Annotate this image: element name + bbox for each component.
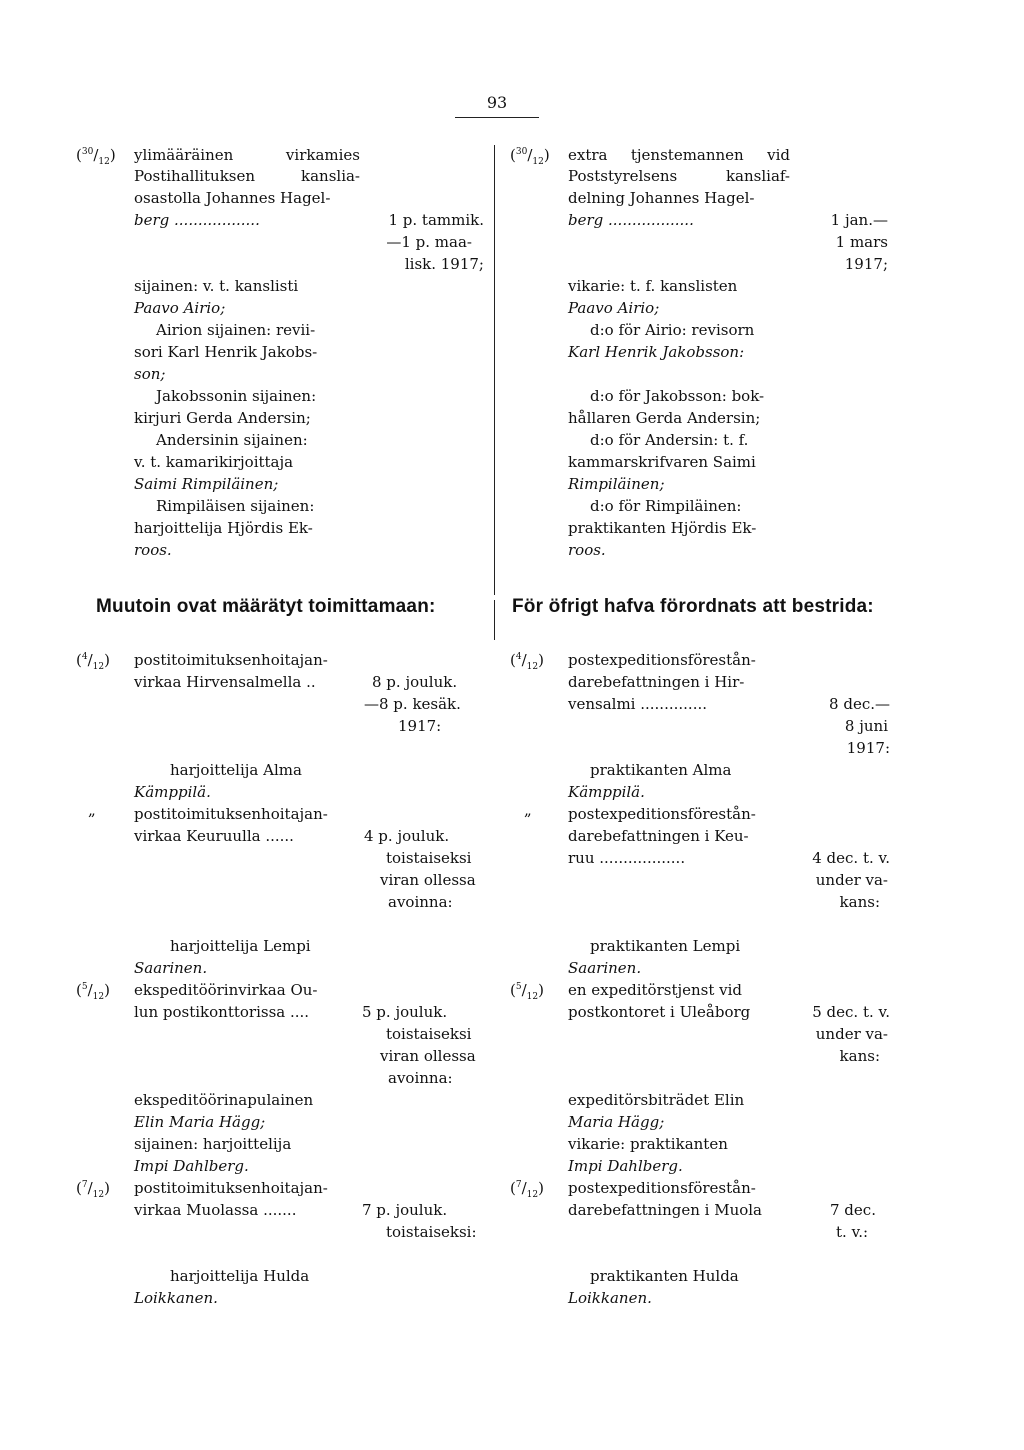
text-line: hållaren Gerda Andersin; [568,409,761,427]
text-line: extra tjenstemannen vid [568,146,790,164]
date-marker: $(^7/_{12})$ [510,1179,544,1200]
person-name: Loikkanen. [134,1289,218,1307]
left-section-heading: Muutoin ovat määrätyt toimittamaan: [96,596,436,617]
text-line: harjoittelija Lempi [170,937,311,955]
period-line: toistaiseksi [386,1025,472,1043]
period-line: 1 p. tammik. [388,211,484,229]
text-line: virkaa Muolassa ....... [134,1201,297,1219]
text-line: roos. [134,541,172,559]
person-name: Kämppilä. [134,783,211,801]
text-line: Airion sijainen: revii- [156,321,316,339]
text-line: vikarie: t. f. kanslisten [568,277,738,295]
text-line: ruu .................. [568,849,686,867]
date-marker: $(^4/_{12})$ [510,651,544,672]
period-line: 1917; [844,255,888,273]
right-section-heading: För öfrigt hafva förordnats att bestrida: [512,596,874,617]
period-line: avoinna: [388,1069,453,1087]
period-line: 8 dec.— [829,695,890,713]
text-line: postkontoret i Uleåborg [568,1003,751,1021]
text-line: praktikanten Alma [590,761,732,779]
person-name: Saarinen. [568,959,642,977]
person-name: Elin Maria Hägg; [134,1113,266,1131]
text-line: lun postikonttorissa .... [134,1003,310,1021]
text-line: Jakobssonin sijainen: [156,387,317,405]
person-name: Maria Hägg; [568,1113,665,1131]
text-line: praktikanten Lempi [590,937,741,955]
period-line: 7 dec. [830,1201,876,1219]
period-line: 5 p. jouluk. [362,1003,448,1021]
person-name: Karl Henrik Jakobsson: [568,343,745,361]
text-line: postexpeditionsförestån- [568,1179,756,1197]
ditto-mark: „ [524,801,532,819]
person-name: Paavo Airio; [568,299,660,317]
person-name: Impi Dahlberg. [134,1157,249,1175]
text-line: d:o för Airio: revisorn [590,321,755,339]
period-line: under va- [815,1025,888,1043]
text-line: osastolla Johannes Hagel- [134,189,331,207]
text-line: en expeditörstjenst vid [568,981,743,999]
period-line: 1917: [398,717,442,735]
text-line: expeditörsbiträdet Elin [568,1091,745,1109]
period-line: viran ollessa [380,1047,476,1065]
text-line: postitoimituksenhoitajan- [134,1179,328,1197]
person-name: Kämppilä. [568,783,645,801]
text-line: virkaa Hirvensalmella .. [134,673,316,691]
text-line: Poststyrelsens kansliaf- [568,167,790,185]
text-line: darebefattningen i Hir- [568,673,745,691]
text-line: berg .................. [568,211,694,229]
text-line: virkaa Keuruulla ...... [134,827,294,845]
period-line: under va- [815,871,888,889]
text-line: postexpeditionsförestån- [568,805,756,823]
text-line: praktikanten Hulda [590,1267,739,1285]
period-line: 8 p. jouluk. [372,673,458,691]
text-line: v. t. kamarikirjoittaja [134,453,294,471]
date-marker: $(^{30}/_{12})$ [510,146,550,167]
period-line: toistaiseksi: [386,1223,477,1241]
text-line: kammarskrifvaren Saimi [568,453,756,471]
column-divider-top [494,145,495,595]
period-line: 4 p. jouluk. [364,827,450,845]
period-line: kans: [839,893,880,911]
period-line: —8 p. kesäk. [364,695,461,713]
page-number-rule [455,117,539,118]
date-marker: $(^4/_{12})$ [76,651,110,672]
text-line: postitoimituksenhoitajan- [134,651,328,669]
text-line: harjoittelija Hjördis Ek- [134,519,313,537]
text-line: sijainen: v. t. kanslisti [134,277,299,295]
text-line: roos. [568,541,606,559]
text-line: kirjuri Gerda Andersin; [134,409,311,427]
date-marker: $(^{30}/_{12})$ [76,146,116,167]
text-line: Andersinin sijainen: [156,431,308,449]
period-line: t. v.: [836,1223,869,1241]
ditto-mark: „ [88,801,96,819]
period-line: 1 jan.— [830,211,888,229]
period-line: 8 juni [844,717,888,735]
text-line: vikarie: praktikanten [568,1135,728,1153]
text-line: darebefattningen i Muola [568,1201,763,1219]
period-line: 1 mars [835,233,888,251]
text-line: ekspeditöörinvirkaa Ou- [134,981,318,999]
column-divider-heading [494,600,495,640]
person-name: Paavo Airio; [134,299,226,317]
person-name: Impi Dahlberg. [568,1157,683,1175]
period-line: —1 p. maa- [386,233,472,251]
period-line: 4 dec. t. v. [812,849,890,867]
period-line: toistaiseksi [386,849,472,867]
person-name: Saarinen. [134,959,208,977]
text-line: Postihallituksen kanslia- [134,167,360,185]
period-line: lisk. 1917; [404,255,484,273]
person-name: Loikkanen. [568,1289,652,1307]
text-line: berg .................. [134,211,260,229]
text-line: d:o för Andersin: t. f. [590,431,749,449]
text-line: sijainen: harjoittelija [134,1135,292,1153]
text-line: postitoimituksenhoitajan- [134,805,328,823]
date-marker: $(^7/_{12})$ [76,1179,110,1200]
period-line: avoinna: [388,893,453,911]
text-line: delning Johannes Hagel- [568,189,755,207]
person-name: Saimi Rimpiläinen; [134,475,279,493]
text-line: sori Karl Henrik Jakobs- [134,343,318,361]
text-line: ekspeditöörinapulainen [134,1091,314,1109]
text-line: harjoittelija Alma [170,761,302,779]
period-line: 7 p. jouluk. [362,1201,448,1219]
page-number: 93 [486,93,508,112]
text-line: son; [134,365,166,383]
period-line: kans: [839,1047,880,1065]
date-marker: $(^5/_{12})$ [76,981,110,1002]
person-name: Rimpiläinen; [568,475,665,493]
text-line: d:o för Jakobsson: bok- [590,387,765,405]
text-line: praktikanten Hjördis Ek- [568,519,757,537]
text-line: harjoittelija Hulda [170,1267,310,1285]
period-line: 5 dec. t. v. [812,1003,890,1021]
text-line: darebefattningen i Keu- [568,827,749,845]
text-line: postexpeditionsförestån- [568,651,756,669]
text-line: d:o för Rimpiläinen: [590,497,742,515]
text-line: ylimääräinen virkamies [134,146,360,164]
period-line: 1917: [846,739,890,757]
text-line: vensalmi .............. [568,695,707,713]
date-marker: $(^5/_{12})$ [510,981,544,1002]
text-line: Rimpiläisen sijainen: [156,497,315,515]
period-line: viran ollessa [380,871,476,889]
